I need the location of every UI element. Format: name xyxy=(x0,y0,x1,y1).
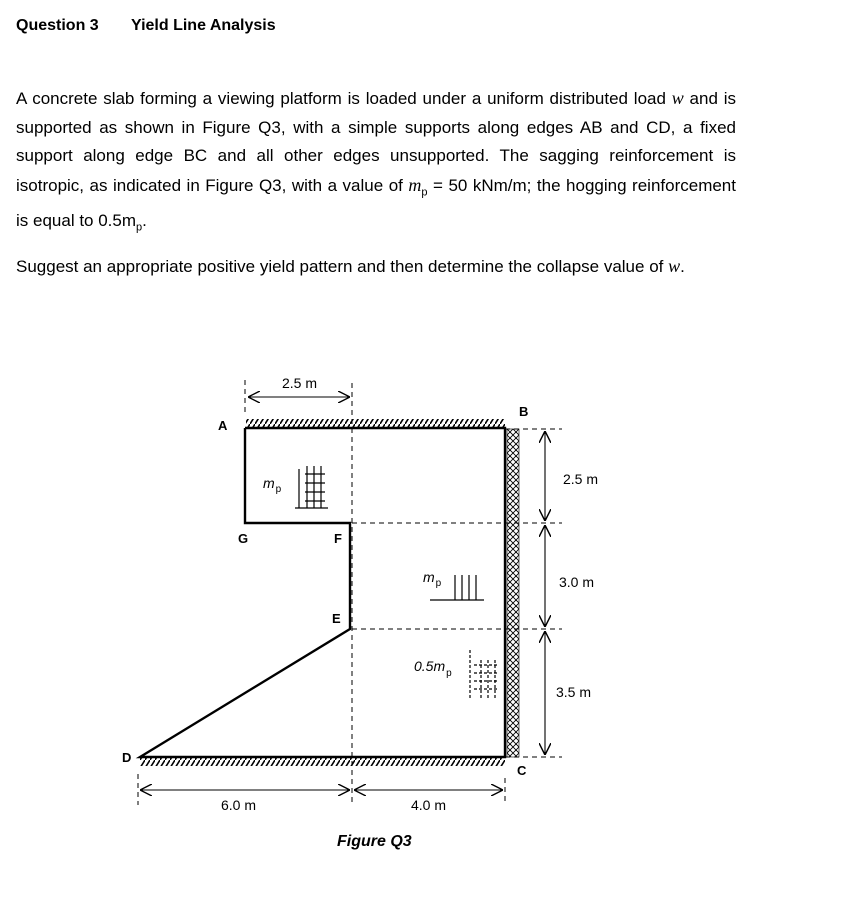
question-number: Question 3 xyxy=(16,17,99,34)
problem-paragraph: A concrete slab forming a viewing platform is loaded under a uniform distributed load w and is supported as shown in Figure Q3, with a simple supports along edges AB and CD, a fixed support along edge BC and all other edges unsupported. The sagging reinforcement is isotropic, as indicated in Figure Q3, with a value of $m_p = 50$ kNm/m; the hogging reinforcement is equal to $0.5m_p$. xyxy=(16,88,736,234)
label-a: A xyxy=(218,418,228,433)
dimension-labels xyxy=(221,375,598,813)
support-dc-hatch xyxy=(140,757,505,766)
dim-bottom-right: 4.0 m xyxy=(411,797,447,813)
dim-bottom-left: 6.0 m xyxy=(221,797,257,813)
dimension-arrows xyxy=(140,397,545,790)
point-labels xyxy=(122,404,528,778)
label-b: B xyxy=(519,404,529,419)
label-g: G xyxy=(238,531,249,546)
reinforcement-labels xyxy=(263,475,452,679)
dim-top: 2.5 m xyxy=(282,375,318,391)
label-e: E xyxy=(332,611,341,626)
dim-right-mid: 3.0 m xyxy=(559,574,595,590)
figure-caption: Figure Q3 xyxy=(337,833,412,850)
label-f: F xyxy=(334,531,342,546)
slab-outline xyxy=(140,428,505,757)
mp-label-upper: $m_p$ xyxy=(263,475,282,495)
hogging-label: $0.5m_p$ xyxy=(414,658,452,679)
fixed-support-bc xyxy=(507,429,519,757)
label-d: D xyxy=(122,750,132,765)
support-ab-hatch xyxy=(246,419,505,427)
reinforcement-symbols xyxy=(295,466,498,700)
mp-label-middle: $m_p$ xyxy=(423,569,442,589)
question-title: Yield Line Analysis xyxy=(131,17,276,34)
dim-right-top: 2.5 m xyxy=(563,471,599,487)
label-c: C xyxy=(517,763,527,778)
dim-right-bot: 3.5 m xyxy=(556,684,592,700)
task-paragraph: Suggest an appropriate positive yield pattern and then determine the collapse value of w. xyxy=(16,256,685,276)
